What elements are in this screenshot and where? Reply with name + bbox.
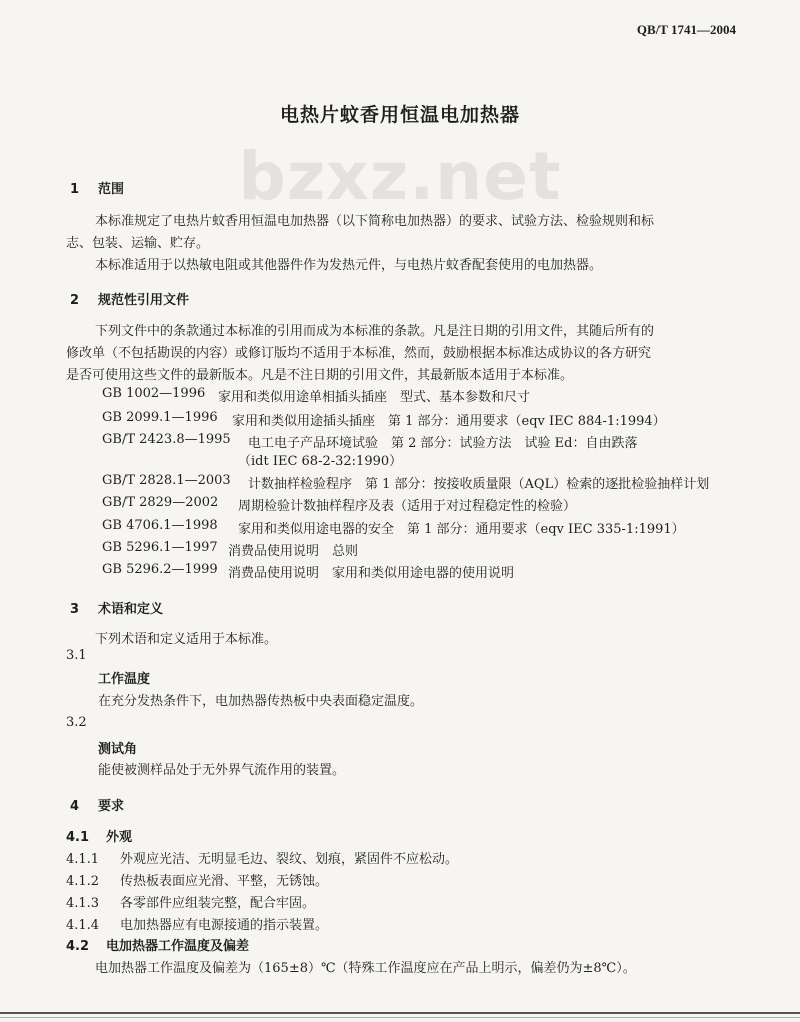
reference-item xyxy=(102,386,800,405)
term-name: 工作温度 xyxy=(98,672,151,687)
subsection-4-1-heading xyxy=(66,826,800,845)
paragraph-line: 本标准适用于以热敏电阻或其他器件作为发热元件，与电热片蚊香配套使用的电加热器。 xyxy=(95,258,603,273)
clause-item xyxy=(66,870,800,889)
section-title: 规范性引用文件 xyxy=(98,293,190,308)
reference-code: GB 2099.1—1996 xyxy=(102,410,218,425)
standard-code: QB/T 1741—2004 xyxy=(636,22,736,37)
reference-code: GB/T 2828.1—2003 xyxy=(102,473,231,488)
reference-name: 家用和类似用途插头插座 第 1 部分：通用要求（eqv IEC 884-1:1994） xyxy=(232,414,666,429)
clause-number: 4.1.4 xyxy=(66,918,100,933)
footer-rule xyxy=(0,1012,800,1014)
section-title: 要求 xyxy=(98,799,125,814)
reference-name: 家用和类似用途电器的安全 第 1 部分：通用要求（eqv IEC 335-1:1991） xyxy=(238,522,685,537)
reference-name: 计数抽样检验程序 第 1 部分：按接收质量限（AQL）检索的逐批检验抽样计划 xyxy=(248,477,710,492)
paragraph-line: 电加热器工作温度及偏差为（165±8）℃（特殊工作温度应在产品上明示，偏差仍为±8℃）。 xyxy=(95,961,636,976)
paragraph-line: 是否可使用这些文件的最新版本。凡是不注日期的引用文件，其最新版本适用于本标准。 xyxy=(66,368,574,383)
clause-text: 电加热器应有电源接通的指示装置。 xyxy=(120,918,329,933)
paragraph-line: 本标准规定了电热片蚊香用恒温电加热器（以下简称电加热器）的要求、试验方法、检验规则和标 xyxy=(95,214,655,229)
clause-item xyxy=(66,892,800,911)
reference-item xyxy=(102,432,800,451)
section-number: 2 xyxy=(70,293,80,308)
paragraph-line: 下列术语和定义适用于本标准。 xyxy=(95,632,278,647)
section-4-heading xyxy=(70,795,800,814)
section-title: 术语和定义 xyxy=(98,602,164,617)
section-number: 3 xyxy=(70,602,80,617)
term-definition: 能使被测样品处于无外界气流作用的装置。 xyxy=(98,763,346,778)
reference-item xyxy=(102,410,800,429)
subsection-title: 电加热器工作温度及偏差 xyxy=(106,939,250,954)
subsection-4-2-heading xyxy=(66,935,800,954)
reference-item xyxy=(102,540,800,559)
reference-code: GB 1002—1996 xyxy=(102,386,206,401)
reference-item xyxy=(102,562,800,581)
subsection-number: 4.1 xyxy=(66,830,90,845)
reference-name: 消费品使用说明 总则 xyxy=(228,544,359,559)
reference-item xyxy=(102,518,800,537)
clause-item xyxy=(66,848,800,867)
section-title: 范围 xyxy=(98,182,125,197)
clause-item xyxy=(66,914,800,933)
term-name: 测试角 xyxy=(98,742,138,757)
section-3-heading xyxy=(70,598,800,617)
reference-code: GB/T 2829—2002 xyxy=(102,495,219,510)
clause-number: 4.1.1 xyxy=(66,852,100,867)
reference-item xyxy=(102,495,800,514)
reference-item xyxy=(238,450,800,469)
document-title: 电热片蚊香用恒温电加热器 xyxy=(279,104,520,126)
reference-name: 消费品使用说明 家用和类似用途电器的使用说明 xyxy=(228,566,515,581)
subsection-number: 4.2 xyxy=(66,939,90,954)
reference-item xyxy=(102,473,800,492)
paragraph-line: 下列文件中的条款通过本标准的引用而成为本标准的条款。凡是注日期的引用文件，其随后所有的 xyxy=(95,324,655,339)
reference-name: 电工电子产品环境试验 第 2 部分：试验方法 试验 Ed：自由跌落 xyxy=(248,436,638,451)
reference-name: 周期检验计数抽样程序及表（适用于对过程稳定性的检验） xyxy=(238,499,577,514)
section-number: 4 xyxy=(70,799,80,814)
section-2-heading xyxy=(70,289,800,308)
clause-text: 各零部件应组装完整，配合牢固。 xyxy=(120,896,316,911)
paragraph-line: 志、包装、运输、贮存。 xyxy=(66,236,210,251)
clause-number: 3.2 xyxy=(66,715,87,730)
term-definition: 在充分发热条件下，电加热器传热板中央表面稳定温度。 xyxy=(98,694,424,709)
clause-text: 传热板表面应光滑、平整，无锈蚀。 xyxy=(120,874,329,889)
paragraph-line: 修改单（不包括勘误的内容）或修订版均不适用于本标准，然而，鼓励根据本标准达成协议的各方研究 xyxy=(66,346,652,361)
reference-code: GB 5296.2—1999 xyxy=(102,562,218,577)
reference-name: （idt IEC 68-2-32:1990） xyxy=(238,454,403,469)
reference-code: GB/T 2423.8—1995 xyxy=(102,432,231,447)
clause-number: 4.1.3 xyxy=(66,896,100,911)
reference-code: GB 4706.1—1998 xyxy=(102,518,218,533)
reference-name: 家用和类似用途单相插头插座 型式、基本参数和尺寸 xyxy=(218,390,531,405)
subsection-title: 外观 xyxy=(106,830,133,845)
footer-rule-thin xyxy=(0,1017,800,1018)
section-1-heading xyxy=(70,178,800,197)
section-number: 1 xyxy=(70,182,80,197)
clause-number: 3.1 xyxy=(66,648,87,663)
reference-code: GB 5296.1—1997 xyxy=(102,540,218,555)
clause-text: 外观应光洁、无明显毛边、裂纹、划痕，紧固件不应松动。 xyxy=(120,852,459,867)
clause-number: 4.1.2 xyxy=(66,874,100,889)
watermark: bzxz.net xyxy=(238,138,562,215)
